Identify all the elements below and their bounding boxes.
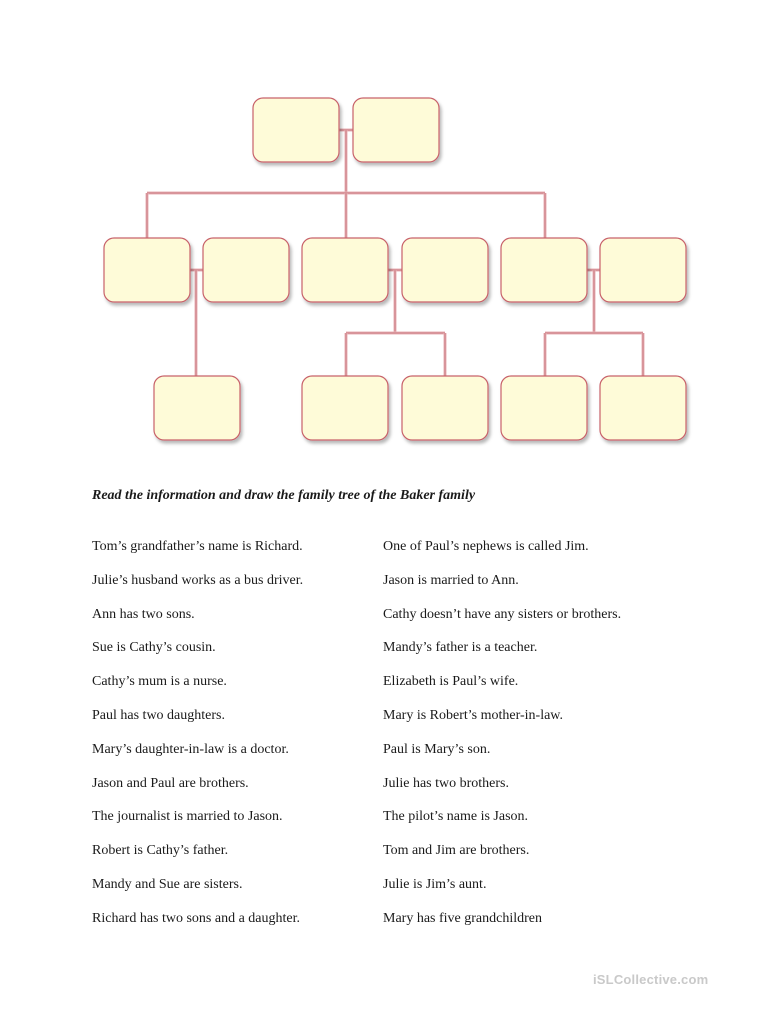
clue-item: Cathy’s mum is a nurse. <box>92 674 227 690</box>
clue-item: Julie’s husband works as a bus driver. <box>92 572 304 588</box>
tree-box-gen2-6[interactable] <box>600 238 686 302</box>
watermark-logo: iSLCollective.com <box>593 972 709 987</box>
clue-item: Richard has two sons and a daughter. <box>92 910 301 926</box>
clue-item: The journalist is married to Jason. <box>92 809 283 825</box>
clue-item: Jason and Paul are brothers. <box>92 775 249 791</box>
tree-box-gen3-5[interactable] <box>600 376 686 440</box>
clue-item: Cathy doesn’t have any sisters or brothers. <box>383 606 622 622</box>
tree-box-gen2-4[interactable] <box>402 238 488 302</box>
clue-item: Paul is Mary’s son. <box>383 741 491 757</box>
tree-box-gen2-2[interactable] <box>203 238 289 302</box>
family-tree-diagram <box>0 0 768 470</box>
clue-item: Tom and Jim are brothers. <box>383 843 530 859</box>
clues-column-right <box>383 537 621 943</box>
clue-item: Mary’s daughter-in-law is a doctor. <box>92 741 289 757</box>
tree-box-gen2-1[interactable] <box>104 238 190 302</box>
clue-item: One of Paul’s nephews is called Jim. <box>383 539 589 554</box>
clue-item: Robert is Cathy’s father. <box>92 843 229 859</box>
tree-box-gen3-4[interactable] <box>501 376 587 440</box>
clue-item: Julie is Jim’s aunt. <box>383 876 487 892</box>
tree-box-gen1-left[interactable] <box>253 98 339 162</box>
tree-box-gen3-3[interactable] <box>402 376 488 440</box>
tree-box-gen1-right[interactable] <box>353 98 439 162</box>
clue-item: Mary has five grandchildren <box>383 910 542 926</box>
tree-box-gen2-3[interactable] <box>302 238 388 302</box>
clue-item: Julie has two brothers. <box>383 775 509 791</box>
clue-item: Mary is Robert’s mother-in-law. <box>383 707 563 723</box>
tree-box-gen3-1[interactable] <box>154 376 240 440</box>
tree-box-gen3-2[interactable] <box>302 376 388 440</box>
clue-item: Ann has two sons. <box>92 606 195 622</box>
clue-item: Paul has two daughters. <box>92 707 225 723</box>
clue-item: Mandy and Sue are sisters. <box>92 876 243 892</box>
clues-column-left <box>92 537 303 943</box>
clue-item: The pilot’s name is Jason. <box>383 809 529 825</box>
tree-box-gen2-5[interactable] <box>501 238 587 302</box>
instruction-heading: Read the information and draw the family tree of the Baker family <box>92 488 476 503</box>
clue-item: Jason is married to Ann. <box>383 572 519 588</box>
clue-item: Mandy’s father is a teacher. <box>383 640 538 656</box>
clue-item: Elizabeth is Paul’s wife. <box>383 674 519 690</box>
clue-item: Tom’s grandfather’s name is Richard. <box>92 539 303 554</box>
clue-item: Sue is Cathy’s cousin. <box>92 640 216 656</box>
